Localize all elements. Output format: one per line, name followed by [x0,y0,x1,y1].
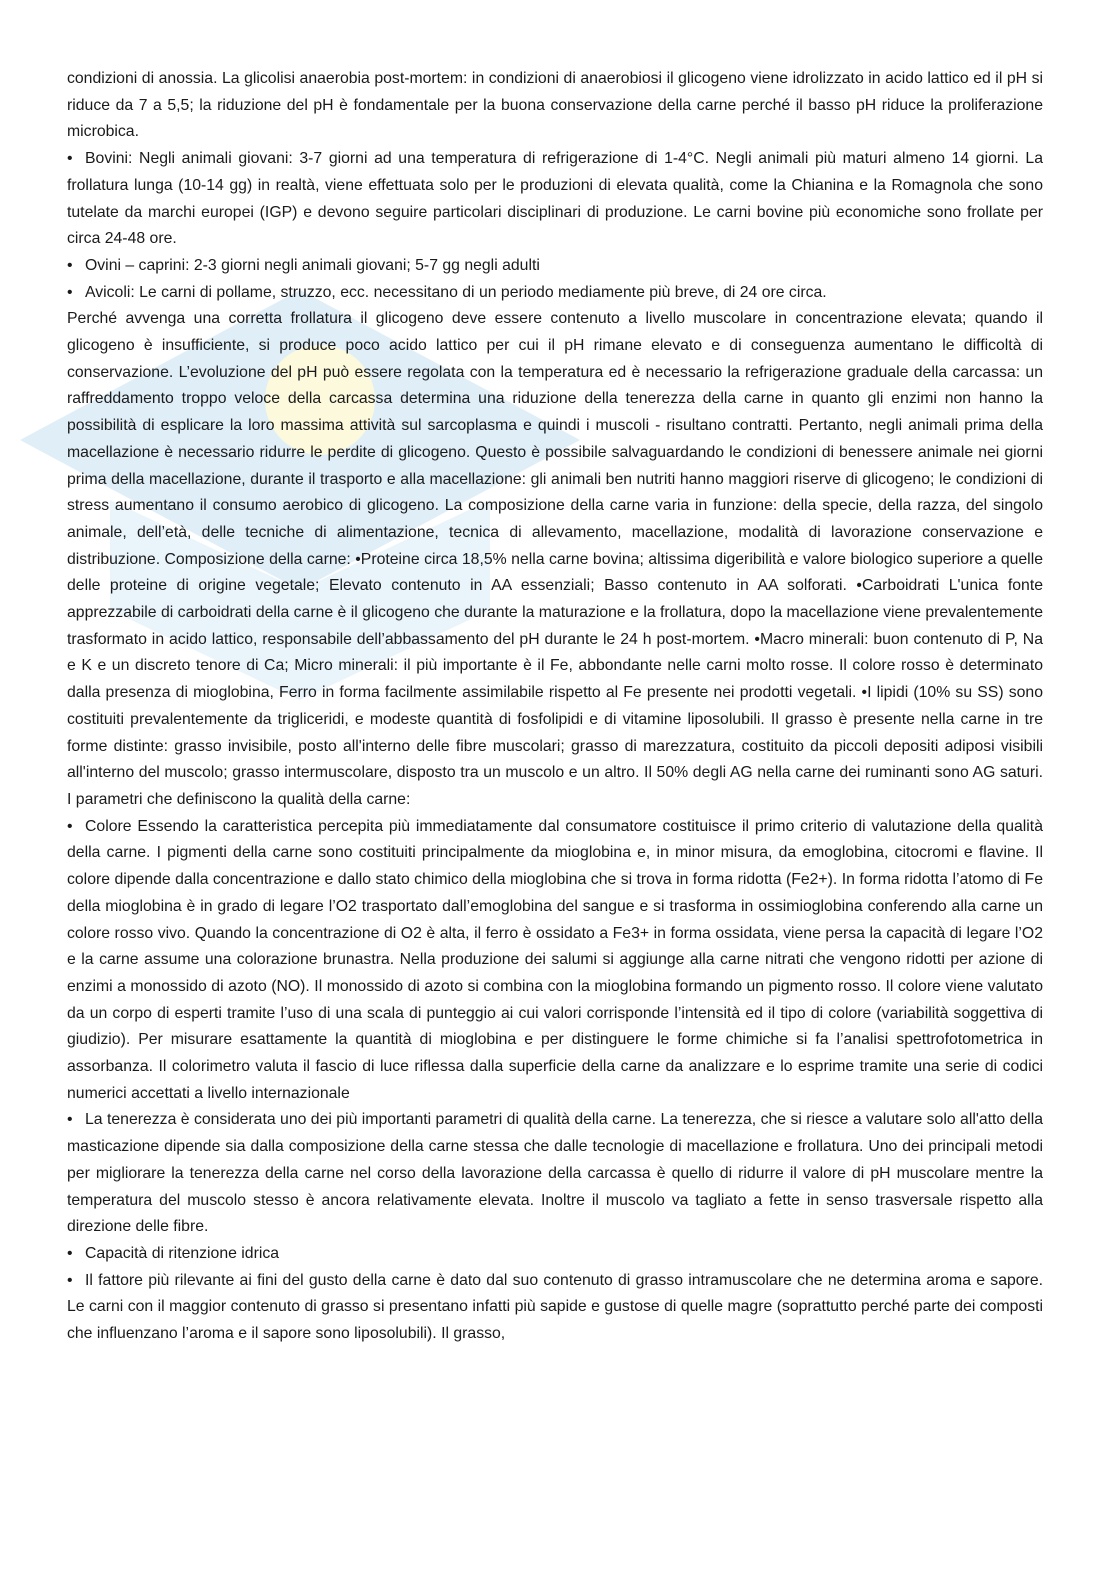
paragraph-glicolisi: condizioni di anossia. La glicolisi anaerobia post-mortem: in condizioni di anaerobiosi il glicogeno viene idrolizzato in acido lattico ed il pH si riduce da 7 a 5,5; la riduzione del pH è fondamentale per la buona conservazione della carne perché il basso pH riduce la proliferazione microbica. [67,70,1043,141]
bullet-tenerezza: • La tenerezza è considerata uno dei più importanti parametri di qualità della carne. La tenerezza, che si riesce a valutare solo all'atto della masticazione dipende sia dalla composizione della carne stessa che dalle tecnologie di macellazione e frollatura. Uno dei principali metodi per migliorare la tenerezza della carne nel corso della lavorazione della carcassa è quello di ridurre il valore di pH muscolare mentre la temperatura del muscolo stesso è ancora relativamente elevata. Inoltre il muscolo va tagliato a fette in senso trasversale rispetto alla direzione delle fibre. [67,1107,1043,1241]
bullet-grasso-gusto: • Il fattore più rilevante ai fini del gusto della carne è dato dal suo contenuto di grasso intramuscolare che ne determina aroma e sapore. Le carni con il maggior contenuto di grasso si presentano infatti più sapide e gustose di quelle magre (soprattutto perché parte dei composti che influenzano l’aroma e il sapore sono liposolubili). Il grasso, [67,1268,1043,1348]
bullet-ovini-caprini: • Ovini – caprini: 2-3 giorni negli animali giovani; 5-7 gg negli adulti [67,253,1043,280]
paragraph-frollatura-composizione: Perché avvenga una corretta frollatura il glicogeno deve essere contenuto a livello muscolare in concentrazione elevata; quando il glicogeno è insufficiente, si produce poco acido lattico per cui il pH rimane elevato e di conseguenza aumentano le difficoltà di conservazione. L’evoluzione del pH può essere regolata con la temperatura ed è necessario la refrigerazione graduale della carcassa: un raffreddamento troppo veloce della carcassa determina una riduzione della tenerezza della carne in quanto gli enzimi non hanno la possibilità di esplicare la loro massima attività sul sarcoplasma e quindi i muscoli - risultano contratti. Pertanto, negli animali prima della macellazione è necessario ridurre le perdite di glicogeno. Questo è possibile salvaguardando le condizioni di benessere animale nei giorni prima della macellazione, durante il trasporto e alla macellazione: gli animali ben nutriti hanno maggiori riserve di glicogeno; le condizioni di stress aumentano il consumo aerobico di glicogeno. La composizione della carne varia in funzione: della specie, della razza, del singolo animale, dell’età, delle tecniche di alimentazione, tecnica di allevamento, macellazione, modalità di lavorazione conservazione e distribuzione. Composizione della carne: •Proteine circa 18,5% nella carne bovina; altissima digeribilità e valore biologico superiore a quelle delle proteine di origine vegetale; Elevato contenuto in AA essenziali; Basso contenuto in AA solforati. •Carboidrati L'unica fonte apprezzabile di carboidrati della carne è il glicogeno che durante la maturazione e la frollatura, dopo la macellazione viene prevalentemente trasformato in acido lattico, responsabile dell’abbassamento del pH durante le 24 h post-mortem. •Macro minerali: buon contenuto di P, Na e K e un discreto tenore di Ca; Micro minerali: il più importante è il Fe, abbondante nelle carni molto rosse. Il colore rosso è determinato dalla presenza di mioglobina, Ferro in forma facilmente assimilabile rispetto al Fe presente nei prodotti vegetali. •I lipidi (10% su SS) sono costituiti prevalentemente da trigliceridi, e modeste quantità di fosfolipidi e di vitamine liposolubili. Il grasso è presente nella carne in tre forme distinte: grasso invisibile, posto all'interno delle fibre muscolari; grasso di marezzatura, costituito da piccoli depositi adiposi visibili all'interno del muscolo; grasso intermuscolare, disposto tra un muscolo e un altro. Il 50% degli AG nella carne dei ruminanti sono AG saturi. I parametri che definiscono la qualità della carne: [67,310,1043,808]
bullet-bovini: • Bovini: Negli animali giovani: 3-7 giorni ad una temperatura di refrigerazione di 1-4°C. Negli animali più maturi almeno 14 giorni. La frollatura lunga (10-14 gg) in realtà, viene effettuata solo per le produzioni di elevata qualità, come la Chianina e la Romagnola che sono tutelate da marchi europei (IGP) e devono seguire particolari disciplinari di produzione. Le carni bovine più economiche sono frollate per circa 24-48 ore. [67,146,1043,253]
bullet-colore: • Colore Essendo la caratteristica percepita più immediatamente dal consumatore costituisce il primo criterio di valutazione della qualità della carne. I pigmenti della carne sono costituiti principalmente da mioglobina e, in minor misura, da emoglobina, citocromi e flavine. Il colore dipende dalla concentrazione e dallo stato chimico della mioglobina che si trova in forma ridotta (Fe2+). In forma ridotta l’atomo di Fe della mioglobina è in grado di legare l’O2 trasportato dall’emoglobina del sangue e si trasforma in ossimioglobina conferendo alla carne un colore rosso vivo. Quando la concentrazione di O2 è alta, il ferro è ossidato a Fe3+ in forma ossidata, viene persa la capacità di legare l’O2 e la carne assume una colorazione brunastra. Nella produzione dei salumi si aggiunge alla carne nitrati che vengono ridotti per azione di enzimi a monossido di azoto (NO). Il monossido di azoto si combina con la mioglobina formando un pigmento rosso. Il colore viene valutato da un corpo di esperti tramite l’uso di una scala di punteggio ai cui valori corrisponde l’intensità ed il tipo di colore (variabilità soggettiva di giudizio). Per misurare esattamente la quantità di mioglobina e per distinguere le forme chimiche si fa l’analisi spettrofotometrica in assorbanza. Il colorimetro valuta il fascio di luce riflessa dalla superficie della carne da analizzare e lo esprime tramite una serie di codici numerici accettati a livello internazionale [67,814,1043,1108]
bullet-ritenzione-idrica: • Capacità di ritenzione idrica [67,1241,1043,1268]
bullet-avicoli: • Avicoli: Le carni di pollame, struzzo, ecc. necessitano di un periodo mediamente più breve, di 24 ore circa. [67,280,1043,307]
document-page [67,66,1043,1348]
